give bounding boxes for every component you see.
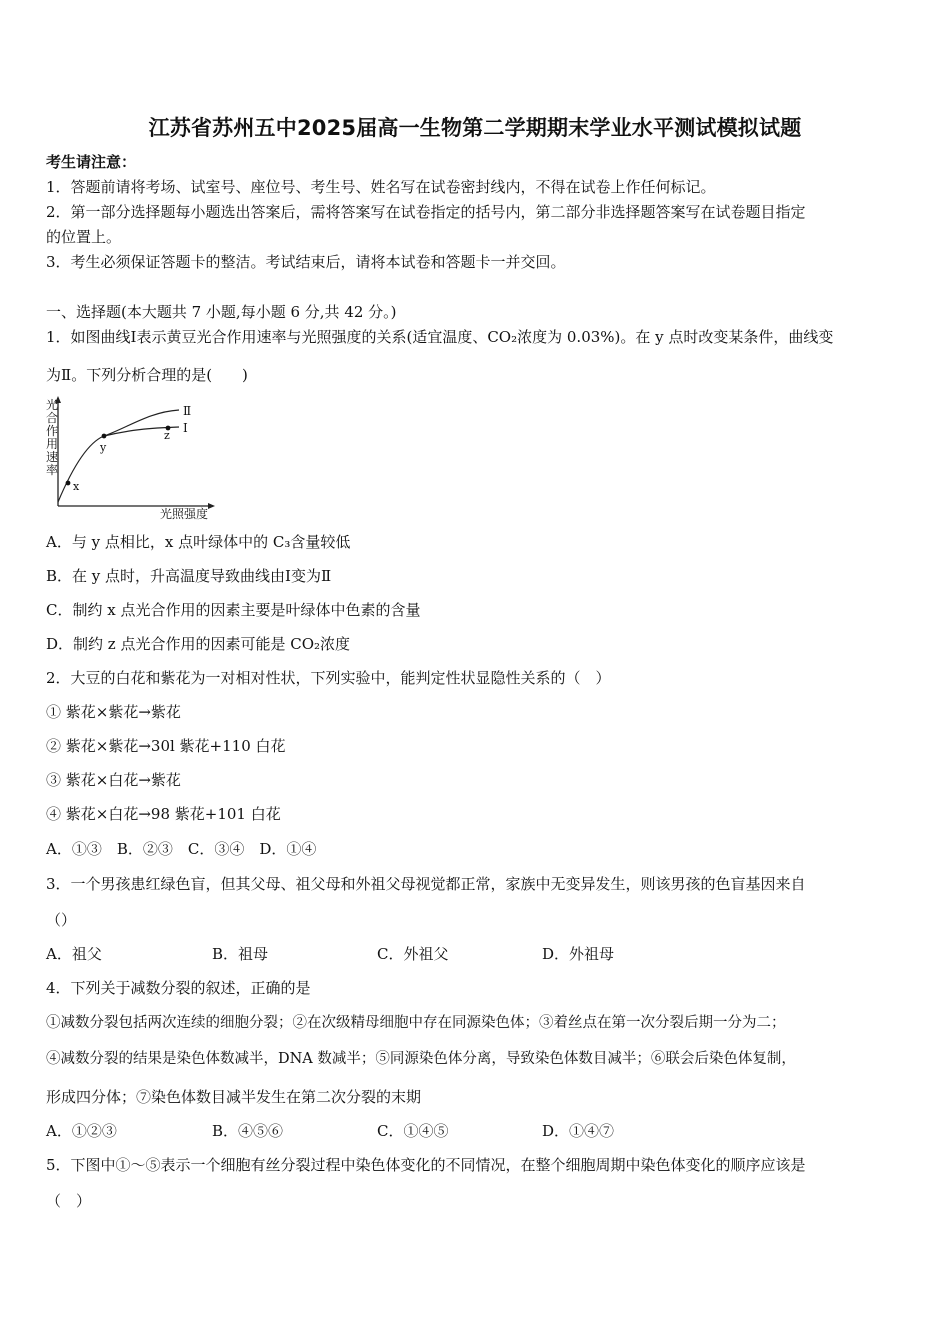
question-3-stem: 3．一个男孩患红绿色盲，但其父母、祖父母和外祖父母视觉都正常，家族中无变异发生，则该男孩的色盲基因来自	[46, 875, 806, 893]
question-2-stem: 2．大豆的白花和紫花为一对相对性状，下列实验中，能判定性状显隐性关系的（ ）	[46, 669, 611, 687]
question-1-option-a: A．与 y 点相比，x 点叶绿体中的 C₃含量较低	[46, 533, 351, 551]
question-3-option-d: D．外祖母	[542, 945, 615, 963]
page-title: 江苏省苏州五中2025届高一生物第二学期期末学业水平测试模拟试题	[148, 116, 802, 140]
question-1-stem-cont: 为Ⅱ。下列分析合理的是( )	[46, 366, 248, 384]
notice-heading: 考生请注意：	[46, 153, 137, 171]
question-4-option-a: A．①②③	[46, 1122, 117, 1140]
question-4-line: ④减数分裂的结果是染色体数减半，DNA 数减半；⑤同源染色体分离，导致染色体数目减半；⑥联会后染色体复制，	[46, 1051, 796, 1067]
question-2-item: ③ 紫花×白花→紫花	[46, 771, 181, 789]
question-3-option-c: C．外祖父	[377, 945, 449, 963]
question-3-options	[46, 944, 916, 964]
y-label-char: 率	[46, 463, 59, 477]
curve-I-label: Ⅰ	[183, 421, 188, 435]
question-1-stem: 1．如图曲线Ⅰ表示黄豆光合作用速率与光照强度的关系(适宜温度、CO₂浓度为 0.03%)。在 y 点时改变某条件，曲线变	[46, 328, 834, 346]
y-label-char: 合	[46, 411, 59, 425]
question-4-option-b: B．④⑤⑥	[212, 1122, 284, 1140]
question-4-stem: 4．下列关于减数分裂的叙述，正确的是	[46, 979, 311, 997]
y-label-char: 用	[46, 437, 59, 451]
point-y-label: y	[100, 441, 107, 454]
y-label-char: 光	[46, 398, 59, 412]
photosynthesis-rate-figure	[44, 394, 219, 522]
question-2-item: ① 紫花×紫花→紫花	[46, 703, 181, 721]
notice-item: 1．答题前请将考场、试室号、座位号、考生号、姓名写在试卷密封线内，不得在试卷上作任何标记。	[46, 178, 716, 196]
question-4-option-d: D．①④⑦	[542, 1122, 615, 1140]
y-label-char: 作	[46, 424, 59, 438]
question-4-line: 形成四分体；⑦染色体数目减半发生在第二次分裂的末期	[46, 1088, 422, 1106]
question-5-stem-cont: （ ）	[46, 1192, 92, 1210]
notice-item: 2．第一部分选择题每小题选出答案后，需将答案写在试卷指定的括号内，第二部分非选择题答案写在试卷题目指定	[46, 203, 806, 221]
x-axis-arrow	[208, 503, 215, 509]
question-3-option-a: A．祖父	[46, 945, 102, 963]
question-5-stem: 5．下图中①～⑤表示一个细胞有丝分裂过程中染色体变化的不同情况，在整个细胞周期中染色体变化的顺序应该是	[46, 1156, 806, 1174]
question-4-option-c: C．①④⑤	[377, 1122, 449, 1140]
x-axis-label: 光照强度	[160, 507, 209, 521]
question-3-option-b: B．祖母	[212, 945, 269, 963]
question-2-options: A．①③ B．②③ C．③④ D．①④	[46, 840, 317, 858]
point-x-label: x	[73, 480, 80, 493]
notice-item: 的位置上。	[46, 228, 122, 246]
question-4-options	[46, 1121, 916, 1141]
section-heading: 一、选择题(本大题共 7 小题,每小题 6 分,共 42 分。)	[46, 303, 397, 321]
point-x	[66, 481, 71, 486]
question-4-line: ①减数分裂包括两次连续的细胞分裂；②在次级精母细胞中存在同源染色体；③着丝点在第一次分裂后期一分为二；	[46, 1015, 786, 1031]
y-label-char: 速	[46, 450, 59, 464]
notice-item: 3．考生必须保证答题卡的整洁。考试结束后，请将本试卷和答题卡一并交回。	[46, 253, 566, 271]
question-2-item: ② 紫花×紫花→30l 紫花+110 白花	[46, 737, 286, 755]
question-2-item: ④ 紫花×白花→98 紫花+101 白花	[46, 805, 281, 823]
question-3-stem-cont: （）	[46, 911, 77, 929]
question-1-option-c: C．制约 x 点光合作用的因素主要是叶绿体中色素的含量	[46, 601, 421, 619]
curve-II-label: Ⅱ	[183, 404, 192, 418]
question-1-option-b: B．在 y 点时，升高温度导致曲线由Ⅰ变为Ⅱ	[46, 567, 332, 585]
point-z-label: z	[164, 429, 170, 442]
point-y	[102, 434, 107, 439]
y-axis-label	[46, 397, 58, 477]
question-1-option-d: D．制约 z 点光合作用的因素可能是 CO₂浓度	[46, 635, 351, 653]
